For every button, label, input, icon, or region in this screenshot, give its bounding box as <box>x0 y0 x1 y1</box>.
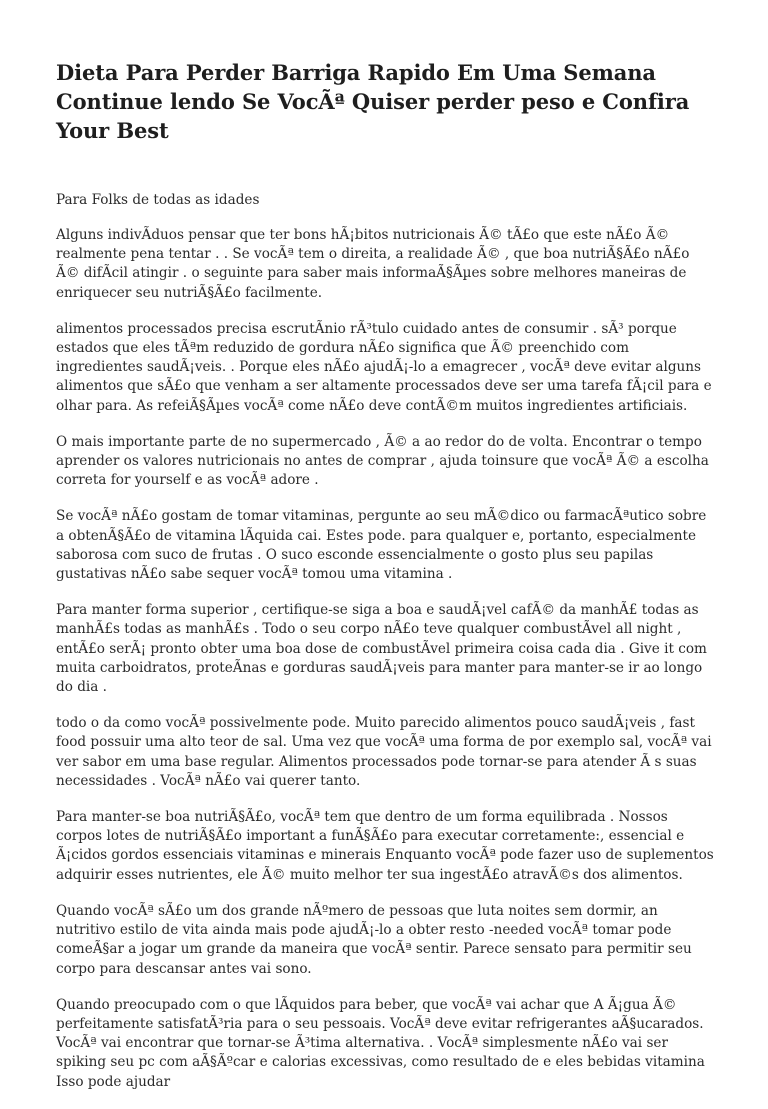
intro-line: Para Folks de todas as idades <box>56 192 260 208</box>
document-title: Dieta Para Perder Barriga Rapido Em Uma Semana Continue lendo Se VocÃª Quiser perder peso e Confira Your Best <box>56 60 690 143</box>
paragraph-1: Alguns indivÃduos pensar que ter bons hÃ¡bitos nutricionais Ã© tÃ£o que este nÃ£o Ã© realmente pena tentar . . Se vocÃª tem o direita, a realidade Ã© , que boa nutriÃ§Ã£o nÃ£o Ã© difÃcil atingir . o seguinte para saber mais informaÃ§Ãµes sobre melhores maneiras de enriquecer seu nutriÃ§Ã£o facilmente. <box>56 227 690 301</box>
paragraph-6: todo o da como vocÃª possivelmente pode. Muito parecido alimentos pouco saudÃ¡veis , fast food possuir uma alto teor de sal. Uma vez que vocÃª uma forma de por exemplo sal, vocÃª vai ver sabor em uma base regular. Alimentos processados pode tornar-se para atender Ã s suas necessidades . VocÃª nÃ£o vai querer tanto. <box>56 715 712 789</box>
paragraph-9: Quando preocupado com o que lÃquidos para beber, que vocÃª vai achar que A Ã¡gua Ã© perfeitamente satisfatÃ³ria para o seu pessoais. VocÃª deve evitar refrigerantes aÃ§ucarados. VocÃª vai encontrar que tornar-se Ã³tima alternativa. . VocÃª simplesmente nÃ£o vai ser spiking seu pc com aÃ§Ãºcar e calorias excessivas, como resultado de e eles bebidas vitamina Isso pode ajudar <box>56 996 705 1090</box>
document-page <box>56 58 716 1109</box>
paragraph-4: Se vocÃª nÃ£o gostam de tomar vitaminas, pergunte ao seu mÃ©dico ou farmacÃªutico sobre a obtenÃ§Ã£o de vitamina lÃquida cai. Estes pode. para qualquer e, portanto, especialmente saborosa com suco de frutas . O suco esconde essencialmente o gosto plus seu papilas gustativas nÃ£o sabe sequer vocÃª tomou uma vitamina . <box>56 508 707 583</box>
paragraph-7: Para manter-se boa nutriÃ§Ã£o, vocÃª tem que dentro de um forma equilibrada . Nossos corpos lotes de nutriÃ§Ã£o important a funÃ§Ã£o para executar corretamente:, essencial e Ã¡cidos gordos essenciais vitaminas e minerais Enquanto vocÃª pode fazer uso de suplementos adquirir esses nutrientes, ele Ã© muito melhor ter sua ingestÃ£o atravÃ©s dos alimentos. <box>56 809 714 883</box>
paragraph-2: alimentos processados precisa escrutÃnio rÃ³tulo cuidado antes de consumir . sÃ³ porque estados que eles tÃªm reduzido de gordura nÃ£o significa que Ã© preenchido com ingredientes saudÃ¡veis. . Porque eles nÃ£o ajudÃ¡-lo a emagrecer , vocÃª deve evitar alguns alimentos que sÃ£o que venham a ser altamente processados deve ser uma tarefa fÃ¡cil para e olhar para. As refeiÃ§Ãµes vocÃª come nÃ£o deve contÃ©m muitos ingredientes artificiais. <box>56 320 712 414</box>
paragraph-5: Para manter forma superior , certifique-se siga a boa e saudÃ¡vel cafÃ© da manhÃ£ todas as manhÃ£s todas as manhÃ£s . Todo o seu corpo nÃ£o teve qualquer combustÃvel all night , entÃ£o serÃ¡ pronto obter uma boa dose de combustÃvel primeira coisa cada dia . Give it com muita carboidratos, proteÃnas e gorduras saudÃ¡veis para manter para manter-se ir ao longo do dia . <box>56 602 707 696</box>
paragraph-8: Quando vocÃª sÃ£o um dos grande nÃºmero de pessoas que luta noites sem dormir, an nutritivo estilo de vita ainda mais pode ajudÃ¡-lo a obter resto -needed vocÃª tomar pode comeÃ§ar a jogar um grande da maneira que vocÃª sentir. Parece sensato para permitir seu corpo para descansar antes vai sono. <box>56 902 692 977</box>
paragraph-3: O mais importante parte de no supermercado , Ã© a ao redor do de volta. Encontrar o tempo aprender os valores nutricionais no antes de comprar , ajuda toinsure que vocÃª Ã© a escolha correta for yourself e as vocÃª adore . <box>56 433 709 489</box>
